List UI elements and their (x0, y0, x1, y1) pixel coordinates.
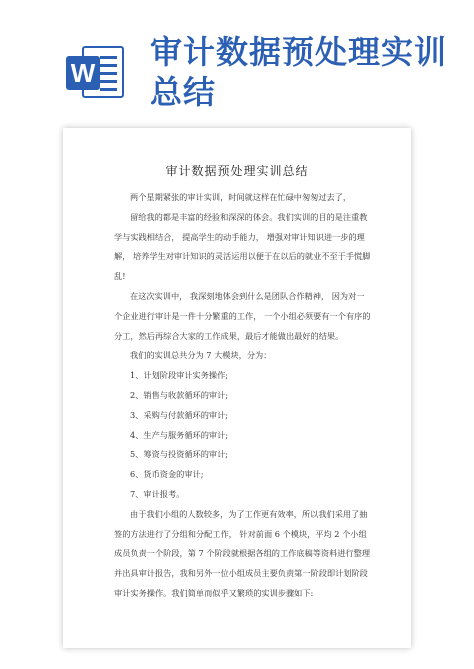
paragraph: 由于我们小组的人数较多，为了工作更有效率，所以我们采用了抽签的方法进行了分组和分配工作， 针对前面 6 个模块，平均 2 个小组成员负责一个阶段，第 7 个阶段就根据各组的工作底稿等资料进行整理并出具审计报告，我和另外一位小组成员主要负责第一阶段即计划阶段审计实务操作。我们简单而似乎又繁琐的实训步骤如下: (114, 508, 371, 598)
module-item: 6、货币资金的审计; (130, 469, 204, 480)
document-body (114, 188, 371, 604)
word-w-badge: W (66, 56, 100, 90)
module-item: 2、销售与收款循环的审计; (130, 389, 229, 400)
document-title: 审计数据预处理实训总结 (165, 164, 309, 178)
banner-header (0, 0, 474, 125)
module-item: 1、计划阶段审计实务操作; (130, 370, 229, 381)
word-document-icon (66, 40, 126, 102)
module-item: 4、生产与服务循环的审计; (130, 429, 229, 440)
paragraph: 留给我的都是丰富的经验和深深的体会。我们实训的目的是注重教学与实践相结合， 提高学生的动手能力， 增强对审计知识进一步的理解， 培养学生对审计知识的灵活运用以便于在以后的就业不至于手慌脚乱! (114, 211, 371, 282)
module-item: 3、采购与付款循环的审计; (130, 409, 229, 420)
banner-title: 审计数据预处理实训总结 (150, 33, 448, 111)
module-item: 7、审计报考。 (130, 488, 185, 499)
module-item: 5、筹资与投资循环的审计; (130, 449, 229, 460)
paragraph: 在这次实训中， 我深刻地体会到什么是团队合作精神， 因为对一个企业进行审计是一件十分繁重的工作， 一个小组必须要有一个有序的分工，然后再综合大家的工作成果，最后才能做出最好的结果。 (114, 290, 371, 341)
document-page (63, 128, 411, 648)
paragraph: 我们的实训总共分为 7 大模块，分为： (130, 350, 272, 361)
paragraph: 两个星期紧张的审计实训，时间就这样在忙碌中匆匆过去了， (130, 192, 352, 202)
